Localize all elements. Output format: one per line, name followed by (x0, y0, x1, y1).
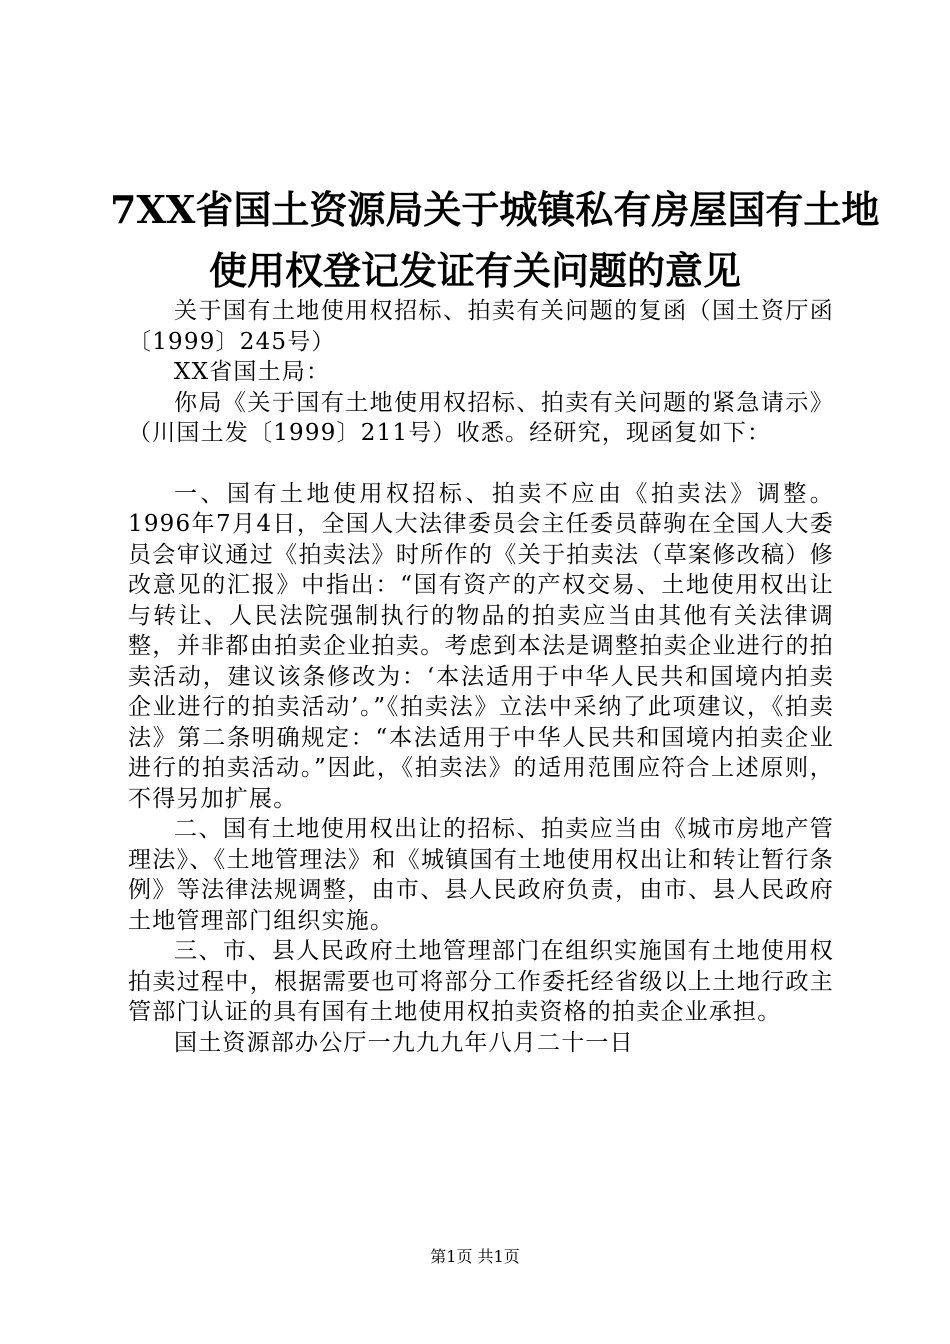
document-title-line-2: 使用权登记发证有关问题的意见 (208, 248, 741, 293)
paragraph-addressee: XX省国土局： (174, 359, 331, 385)
document-title-line-1: 7XX省国土资源局关于城镇私有房屋国有土地 (110, 187, 880, 232)
paragraph-signature-date: 国土资源部办公厅一九九九年八月二十一日 (174, 1029, 634, 1056)
paragraph-point-1: 一、国有土地使用权招标、拍卖不应由《拍卖法》调整。1996年7月4日，全国人大法律委员会主任委员薛驹在全国人大委员会审议通过《拍卖法》时所作的《关于拍卖法（草案修改稿）修改意见的汇报》中指出：“国有资产的产权交易、土地使用权出让与转让、人民法院强制执行的物品的拍卖应当由其他有关法律调整，并非都由拍卖企业拍卖。考虑到本法是调整拍卖企业进行的拍卖活动，建议该条修改为：‘本法适用于中华人民共和国境内拍卖企业进行的拍卖活动’。”《拍卖法》立法中采纳了此项建议，《拍卖法》第二条明确规定：“本法适用于中华人民共和国境内拍卖企业进行的拍卖活动。”因此，《拍卖法》的适用范围应符合上述原则，不得另加扩展。 (128, 480, 834, 812)
paragraph-point-2: 二、国有土地使用权出让的招标、拍卖应当由《城市房地产管理法》、《土地管理法》和《城镇国有土地使用权出让和转让暂行条例》等法律法规调整，由市、县人民政府负责，由市、县人民政府土地管理部门组织实施。 (128, 816, 834, 934)
page-number-footer: 第1页 共1页 (430, 1247, 520, 1266)
paragraph-point-3: 三、市、县人民政府土地管理部门在组织实施国有土地使用权拍卖过程中，根据需要也可将部分工作委托经省级以上土地行政主管部门认证的具有国有土地使用权拍卖资格的拍卖企业承担。 (128, 938, 834, 1025)
paragraph-intro: 你局《关于国有土地使用权招标、拍卖有关问题的紧急请示》（川国土发〔1999〕211号）收悉。经研究，现函复如下： (128, 389, 834, 446)
paragraph-spacer (128, 449, 834, 479)
paragraph-reply-reference: 关于国有土地使用权招标、拍卖有关问题的复函（国土资厅函〔1999〕245号） (128, 298, 834, 355)
document-body (128, 296, 834, 1058)
